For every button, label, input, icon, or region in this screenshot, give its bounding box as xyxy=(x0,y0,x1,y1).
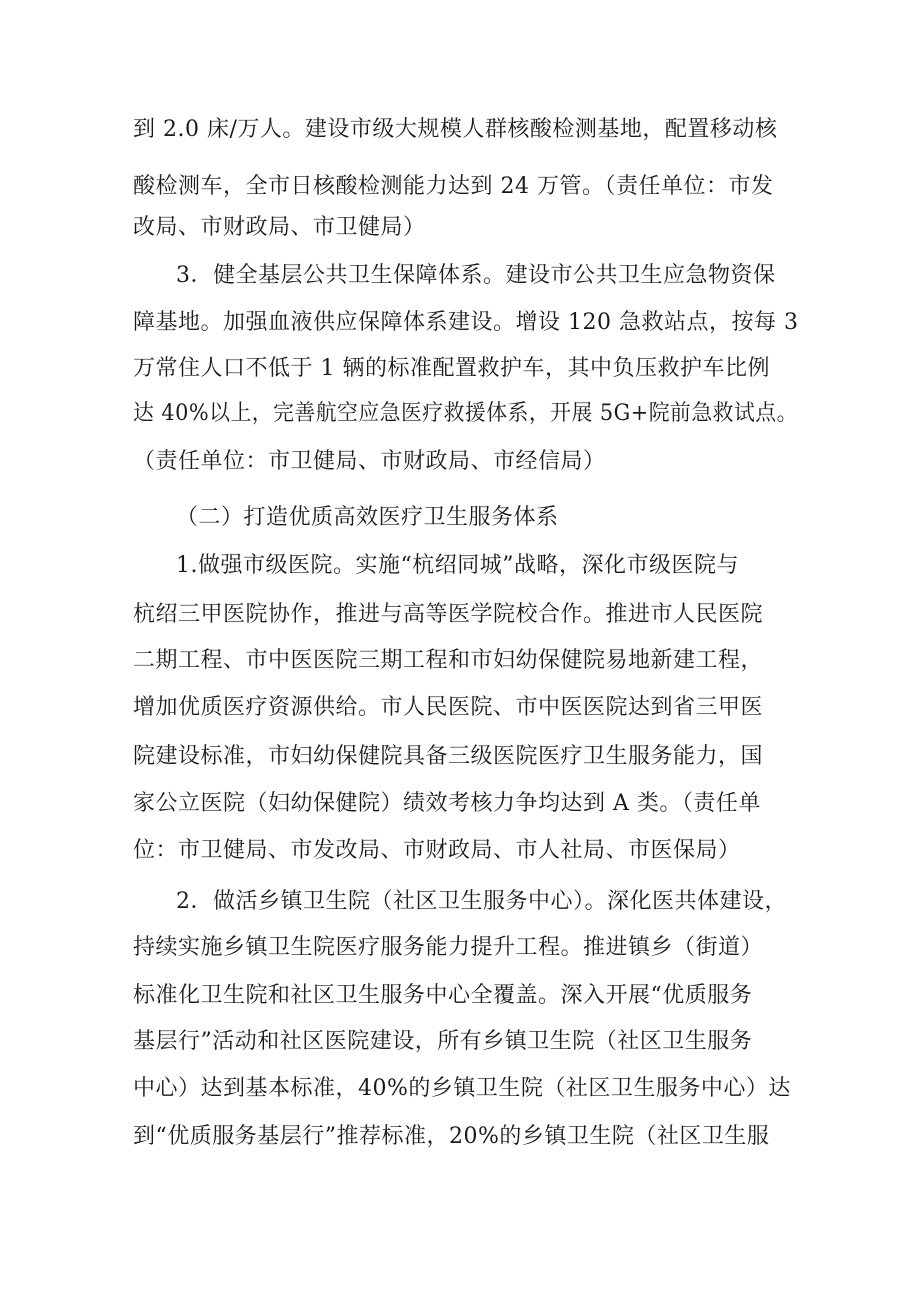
text-line: 持续实施乡镇卫生院医疗服务能力提升工程。推进镇乡（街道） xyxy=(133,935,764,960)
text-line: 1.做强市级医院。实施“杭绍同城”战略，深化市级医院与 xyxy=(176,553,739,578)
text-line: 到“优质服务基层行”推荐标准，20%的乡镇卫生院（社区卫生服 xyxy=(133,1124,770,1149)
text-line: 酸检测车，全市日核酸检测能力达到 24 万管。（责任单位：市发 xyxy=(133,174,774,199)
text-line: 3．健全基层公共卫生保障体系。建设市公共卫生应急物资保 xyxy=(176,263,776,288)
text-line: 万常住人口不低于 1 辆的标准配置救护车，其中负压救护车比例 xyxy=(133,356,770,381)
text-line: 杭绍三甲医院协作，推进与高等医学院校合作。推进市人民医院 xyxy=(133,602,764,627)
text-line: 标准化卫生院和社区卫生服务中心全覆盖。深入开展“优质服务 xyxy=(133,983,753,1008)
text-line: 2．做活乡镇卫生院（社区卫生服务中心）。深化医共体建设， xyxy=(176,889,787,914)
text-line: 改局、市财政局、市卫健局） xyxy=(133,215,426,240)
text-line: 基层行”活动和社区医院建设，所有乡镇卫生院（社区卫生服务 xyxy=(133,1029,753,1054)
text-line: 中心）达到基本标准，40%的乡镇卫生院（社区卫生服务中心）达 xyxy=(133,1076,791,1101)
text-line: 到 2.0 床/万人。建设市级大规模人群核酸检测基地，配置移动核 xyxy=(133,117,778,142)
text-line: 家公立医院（妇幼保健院）绩效考核力争均达到 A 类。（责任单 xyxy=(133,791,761,816)
section-heading: （二）打造优质高效医疗卫生服务体系 xyxy=(176,505,559,530)
text-line: 院建设标准，市妇幼保健院具备三级医院医疗卫生服务能力，国 xyxy=(133,744,764,769)
text-line: （责任单位：市卫健局、市财政局、市经信局） xyxy=(133,449,606,474)
text-line: 二期工程、市中医医院三期工程和市妇幼保健院易地新建工程， xyxy=(133,648,764,673)
text-line: 障基地。加强血液供应保障体系建设。增设 120 急救站点，按每 3 xyxy=(133,310,799,335)
text-line: 达 40%以上，完善航空应急医疗救援体系，开展 5G+院前急救试点。 xyxy=(133,401,798,426)
text-line: 位：市卫健局、市发改局、市财政局、市人社局、市医保局） xyxy=(133,838,741,863)
text-line: 增加优质医疗资源供给。市人民医院、市中医医院达到省三甲医 xyxy=(133,695,764,720)
